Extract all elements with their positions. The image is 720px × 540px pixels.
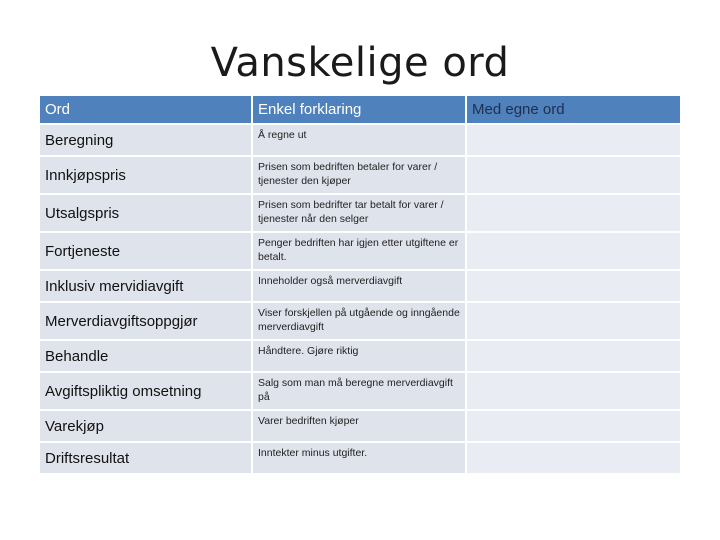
column-header-word: Ord (40, 96, 251, 123)
table-row (40, 195, 680, 231)
explanation-cell: Håndtere. Gjøre riktig (253, 341, 465, 371)
term-cell: Varekjøp (40, 411, 251, 441)
explanation-cell: Inneholder også merverdiavgift (253, 271, 465, 301)
table-row (40, 303, 680, 339)
term-cell: Merverdiavgiftsoppgjør (40, 303, 251, 339)
page-title: Vanskelige ord (210, 40, 510, 86)
column-header-simple-explanation: Enkel forklaring (253, 96, 465, 123)
own-words-cell[interactable] (467, 125, 680, 155)
term-cell: Utsalgspris (40, 195, 251, 231)
table-row (40, 125, 680, 155)
own-words-cell[interactable] (467, 411, 680, 441)
explanation-cell: Varer bedriften kjøper (253, 411, 465, 441)
table-row (40, 233, 680, 269)
term-cell: Avgiftspliktig omsetning (40, 373, 251, 409)
own-words-cell[interactable] (467, 195, 680, 231)
table-row (40, 443, 680, 473)
explanation-cell: Inntekter minus utgifter. (253, 443, 465, 473)
term-cell: Innkjøpspris (40, 157, 251, 193)
term-cell: Fortjeneste (40, 233, 251, 269)
own-words-cell[interactable] (467, 373, 680, 409)
column-header-own-words: Med egne ord (467, 96, 680, 123)
vocabulary-table (38, 94, 682, 475)
explanation-cell: Prisen som bedriften betaler for varer / tjenester den kjøper (253, 157, 465, 193)
term-cell: Driftsresultat (40, 443, 251, 473)
explanation-cell: Å regne ut (253, 125, 465, 155)
table-row (40, 341, 680, 371)
table-header-row (40, 96, 680, 123)
own-words-cell[interactable] (467, 233, 680, 269)
own-words-cell[interactable] (467, 443, 680, 473)
table-row (40, 411, 680, 441)
table-row (40, 157, 680, 193)
term-cell: Inklusiv mervidiavgift (40, 271, 251, 301)
term-cell: Beregning (40, 125, 251, 155)
table-row (40, 373, 680, 409)
own-words-cell[interactable] (467, 271, 680, 301)
own-words-cell[interactable] (467, 341, 680, 371)
explanation-cell: Prisen som bedrifter tar betalt for varer / tjenester når den selger (253, 195, 465, 231)
explanation-cell: Salg som man må beregne merverdiavgift på (253, 373, 465, 409)
own-words-cell[interactable] (467, 303, 680, 339)
own-words-cell[interactable] (467, 157, 680, 193)
explanation-cell: Penger bedriften har igjen etter utgiftene er betalt. (253, 233, 465, 269)
table-row (40, 271, 680, 301)
term-cell: Behandle (40, 341, 251, 371)
explanation-cell: Viser forskjellen på utgående og inngående merverdiavgift (253, 303, 465, 339)
